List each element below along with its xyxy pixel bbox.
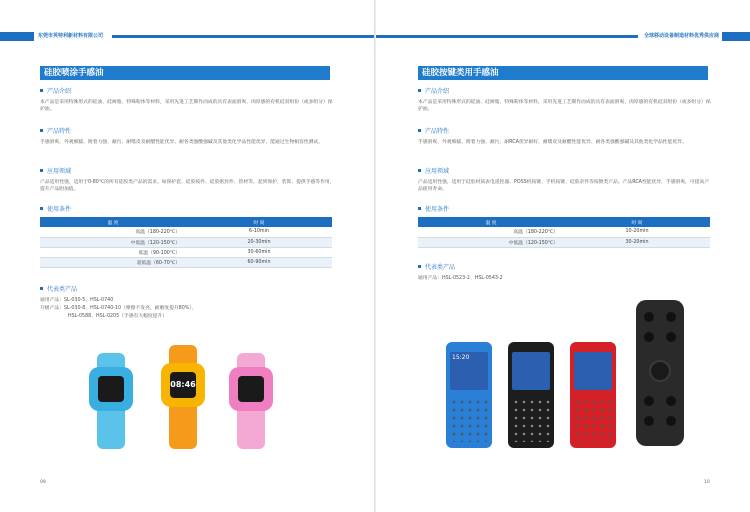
table-cell: 低温（90-100℃） [40,247,186,257]
right-representative-line1: 通用产品：HSL-0523-2、HSL-0543-2 [418,276,503,281]
right-intro-text: 本产品是采用特殊形式的硅油、硅树脂、特殊粉体等材料，采用先进工艺制作而成的具有表面滑爽、肉厚感的有机硅双组份（或多组分）保护油。 [418,100,711,113]
table-header-row [40,217,332,227]
left-intro-text: 本产品是采用特殊形式的硅油、硅树脂、特殊粉体等材料，采用先进工艺制作而成的具有表面滑爽、肉厚感的有机硅双组份（或多组分）保护油。 [40,100,333,113]
left-representative-heading: 代表类产品 [40,286,77,294]
right-application-heading: 应用领域 [418,168,449,176]
left-header-bar [0,32,34,41]
table-cell: 10-20min [564,227,710,237]
left-features-text: 手感滑爽、外观细腻、附着力强、耐污、耐嗜皮及耐醋性能优异、耐各类强酸强碱及其他类化学品性能优异，能通过生物相容性测试。 [40,140,324,145]
right-header-slogan: 全球移动设备制造材料优秀供应商 [644,33,720,39]
right-header-rule [376,35,638,38]
remote-control [636,300,684,446]
table-row [40,237,332,247]
table-cell: 高温（180-220℃） [40,227,186,237]
left-application-heading: 应用领域 [40,168,71,176]
right-section-title: 硅胶按键类用手感油 [418,66,708,80]
table-cell: 超低温（60-70℃） [40,257,186,267]
left-representative-line2: 升级产品：SL-030-8、HSL-0740-10（摩擦不发亮，耐磨度提升80%）， [40,306,197,311]
table-cell: 6-10min [186,227,332,237]
phone-black [508,342,554,448]
watch-orange [157,345,209,449]
left-conditions-heading: 使用条件 [40,206,71,214]
table-row [40,227,332,237]
table-cell: 30-60min [186,247,332,257]
right-conditions-heading: 使用条件 [418,206,449,214]
left-header-company: 东莞市英特利新材料有限公司 [38,33,104,39]
table-cell: 中低温（120-150℃） [418,237,564,247]
table-cell: 高温（180-220℃） [418,227,564,237]
table-row [418,227,710,237]
table-row [40,247,332,257]
right-representative-heading: 代表类产品 [418,264,455,272]
table-header-time: 时 间 [186,217,332,227]
right-intro-heading: 产品介绍 [418,88,449,96]
phone-time: 15:20 [450,352,488,390]
watch-blue [85,353,137,449]
table-header-time: 时 间 [564,217,710,227]
left-section-title: 硅胶喷涂手感油 [40,66,330,80]
right-header-bar [722,32,750,41]
table-cell: 30-20min [564,237,710,247]
right-application-text: 产品适用性强，适用于硅胶材质表电遥控器、POSS机按键、手机按键、硅胶杂件等按键类产品。产品RCA性能优异，手感滑爽，可提高产品使用寿命。 [418,180,710,193]
phone-red [570,342,616,448]
left-page [0,0,374,512]
phone-blue [446,342,492,448]
table-row [418,237,710,247]
right-page [376,0,750,512]
table-cell: 20-30min [186,237,332,247]
smartwatch-image [85,345,285,455]
table-row [40,257,332,267]
table-cell: 60-90min [186,257,332,267]
table-header-temp: 温 度 [40,217,186,227]
left-page-number: 09 [40,480,46,485]
left-application-text: 产品适用性强，适用于0-80℃的所有硅胶类产品的需求。如保护套、硅胶按件、硅胶密封件、管材等。起到保护、装饰、提供手感等作用，提升产品附加值。 [40,180,335,193]
left-header [0,32,374,41]
table-header-temp: 温 度 [418,217,564,227]
left-representative-line1: 通用产品：SL-030-5、HSL-0740 [40,298,114,303]
table-cell: 中低温（120-150℃） [40,237,186,247]
left-intro-heading: 产品介绍 [40,88,71,96]
right-features-text: 手感滑爽、外观细腻、附着力强、耐污、耐RCA优异耐好、耐嗜皮及耐醋性能优异、耐各类强酸强碱及其他类化学品性能优异。 [418,140,687,145]
left-features-heading: 产品特性 [40,128,71,136]
left-representative-line3: HSL-0588、HSL-0205（手感有大幅度提升） [68,314,168,319]
table-header-row [418,217,710,227]
right-conditions-table [418,217,710,248]
watch-time: 08:46 [170,372,196,398]
phones-remote-image [446,300,736,450]
right-header [376,32,750,41]
watch-pink [225,353,277,449]
right-features-heading: 产品特性 [418,128,449,136]
right-page-number: 10 [704,480,710,485]
left-header-rule [112,35,374,38]
left-conditions-table [40,217,332,268]
